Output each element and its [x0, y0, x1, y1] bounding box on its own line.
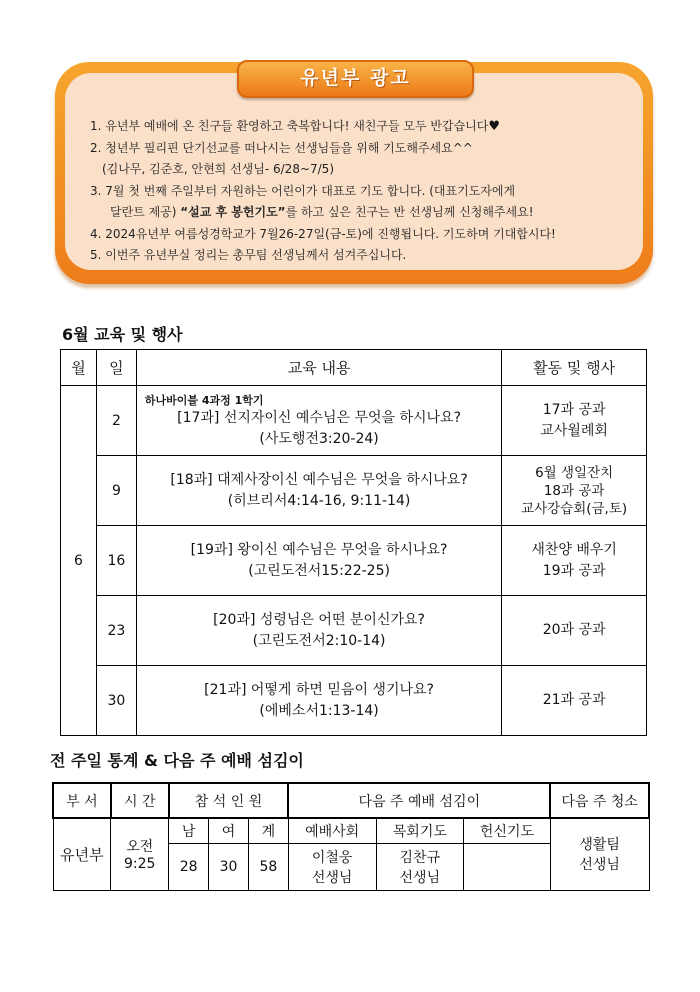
prayer-name: 김찬규 선생님: [376, 843, 464, 890]
dept-cell: 유년부: [53, 818, 111, 890]
announcement-item: 2. 청년부 필리핀 단기선교를 떠나시는 선생님들을 위해 기도해주세요^^: [90, 140, 473, 155]
header-month: 월: [61, 350, 97, 386]
announcement-item: 5. 이번주 유년부실 정리는 총무팀 선생님께서 섬겨주십니다.: [90, 248, 407, 262]
cleaning-cell: 생활팀 선생님: [550, 818, 649, 890]
schedule-title: 6월 교육 및 행사: [62, 325, 183, 344]
activity-cell: 21과 공과: [502, 666, 647, 736]
curriculum-label: 하나바이블 4과정 1학기: [144, 393, 264, 407]
header-cleaning: 다음 주 청소: [550, 783, 649, 818]
header-servers: 다음 주 예배 섬김이: [288, 783, 550, 818]
leader-name: 이철웅 선생님: [288, 843, 376, 890]
announcement-title: 유년부 광고: [300, 67, 411, 89]
stats-header-row: [53, 783, 649, 818]
activity-cell: 새찬양 배우기 19과 공과: [502, 526, 647, 596]
activity-cell: 6월 생일잔치 18과 공과 교사강습회(금,토): [502, 456, 647, 526]
announcement-list: [90, 116, 556, 267]
schedule-header-row: [61, 350, 647, 386]
activity-cell: 17과 공과 교사월례회: [502, 386, 647, 456]
table-row: [61, 666, 647, 736]
day-cell: 2: [96, 386, 136, 456]
day-cell: 9: [96, 456, 136, 526]
day-cell: 23: [96, 596, 136, 666]
announcement-item: (김나무, 김준호, 안현희 선생님- 6/28~7/5): [102, 162, 334, 176]
lesson-cell: [18과] 대제사장이신 예수님은 무엇을 하시나요? (히브리서4:14-16, 9:11-14): [136, 456, 501, 526]
table-row: [61, 596, 647, 666]
lesson-cell: 하나바이블 4과정 1학기 [17과] 선지자이신 예수님은 무엇을 하시나요? (사도행전3:20-24): [136, 386, 501, 456]
sub-male: 남: [169, 818, 209, 843]
stats-table: [52, 782, 650, 891]
header-content: 교육 내용: [136, 350, 501, 386]
female-count: 30: [209, 843, 249, 890]
offering-name: [464, 843, 551, 890]
lesson-cell: [20과] 성령님은 어떤 분이신가요? (고린도전서2:10-14): [136, 596, 501, 666]
sub-female: 여: [209, 818, 249, 843]
month-cell: 6: [61, 386, 97, 736]
table-row: [61, 386, 647, 456]
header-day: 일: [96, 350, 136, 386]
sub-prayer: 목회기도: [376, 818, 464, 843]
day-cell: 16: [96, 526, 136, 596]
sub-total: 계: [248, 818, 288, 843]
lesson-cell: [19과] 왕이신 예수님은 무엇을 하시나요? (고린도전서15:22-25): [136, 526, 501, 596]
stats-subheader-row: [53, 818, 649, 843]
stats-title: 전 주일 통계 & 다음 주 예배 섬김이: [50, 751, 304, 770]
sub-offering: 헌신기도: [464, 818, 551, 843]
table-row: [61, 456, 647, 526]
heart-icon: ♥: [488, 119, 501, 134]
header-attendance: 참 석 인 원: [169, 783, 289, 818]
announcement-item: 3. 7월 첫 번째 주일부터 자원하는 어린이가 대표로 기도 합니다. (대표기도자에게: [90, 183, 516, 198]
table-row: [61, 526, 647, 596]
announcement-item: 4. 2024유년부 여름성경학교가 7월26-27일(금-토)에 진행됩니다. 기도하며 기대합시다!: [90, 226, 556, 241]
announcement-item: 달란트 제공) “설교 후 봉헌기도”를 하고 싶은 친구는 반 선생님께 신청해주세요!: [110, 205, 534, 219]
announcement-title-banner: [237, 60, 474, 98]
lesson-cell: [21과] 어떻게 하면 믿음이 생기나요? (에베소서1:13-14): [136, 666, 501, 736]
activity-cell: 20과 공과: [502, 596, 647, 666]
schedule-table: [60, 349, 647, 736]
time-cell: 오전 9:25: [111, 818, 169, 890]
header-activity: 활동 및 행사: [502, 350, 647, 386]
announcement-item: 1. 유년부 예배에 온 친구들 환영하고 축복합니다! 새친구들 모두 반갑습니다♥: [90, 119, 501, 134]
day-cell: 30: [96, 666, 136, 736]
sub-leader: 예배사회: [288, 818, 376, 843]
male-count: 28: [169, 843, 209, 890]
header-dept: 부 서: [53, 783, 111, 818]
total-count: 58: [248, 843, 288, 890]
header-time: 시 간: [111, 783, 169, 818]
